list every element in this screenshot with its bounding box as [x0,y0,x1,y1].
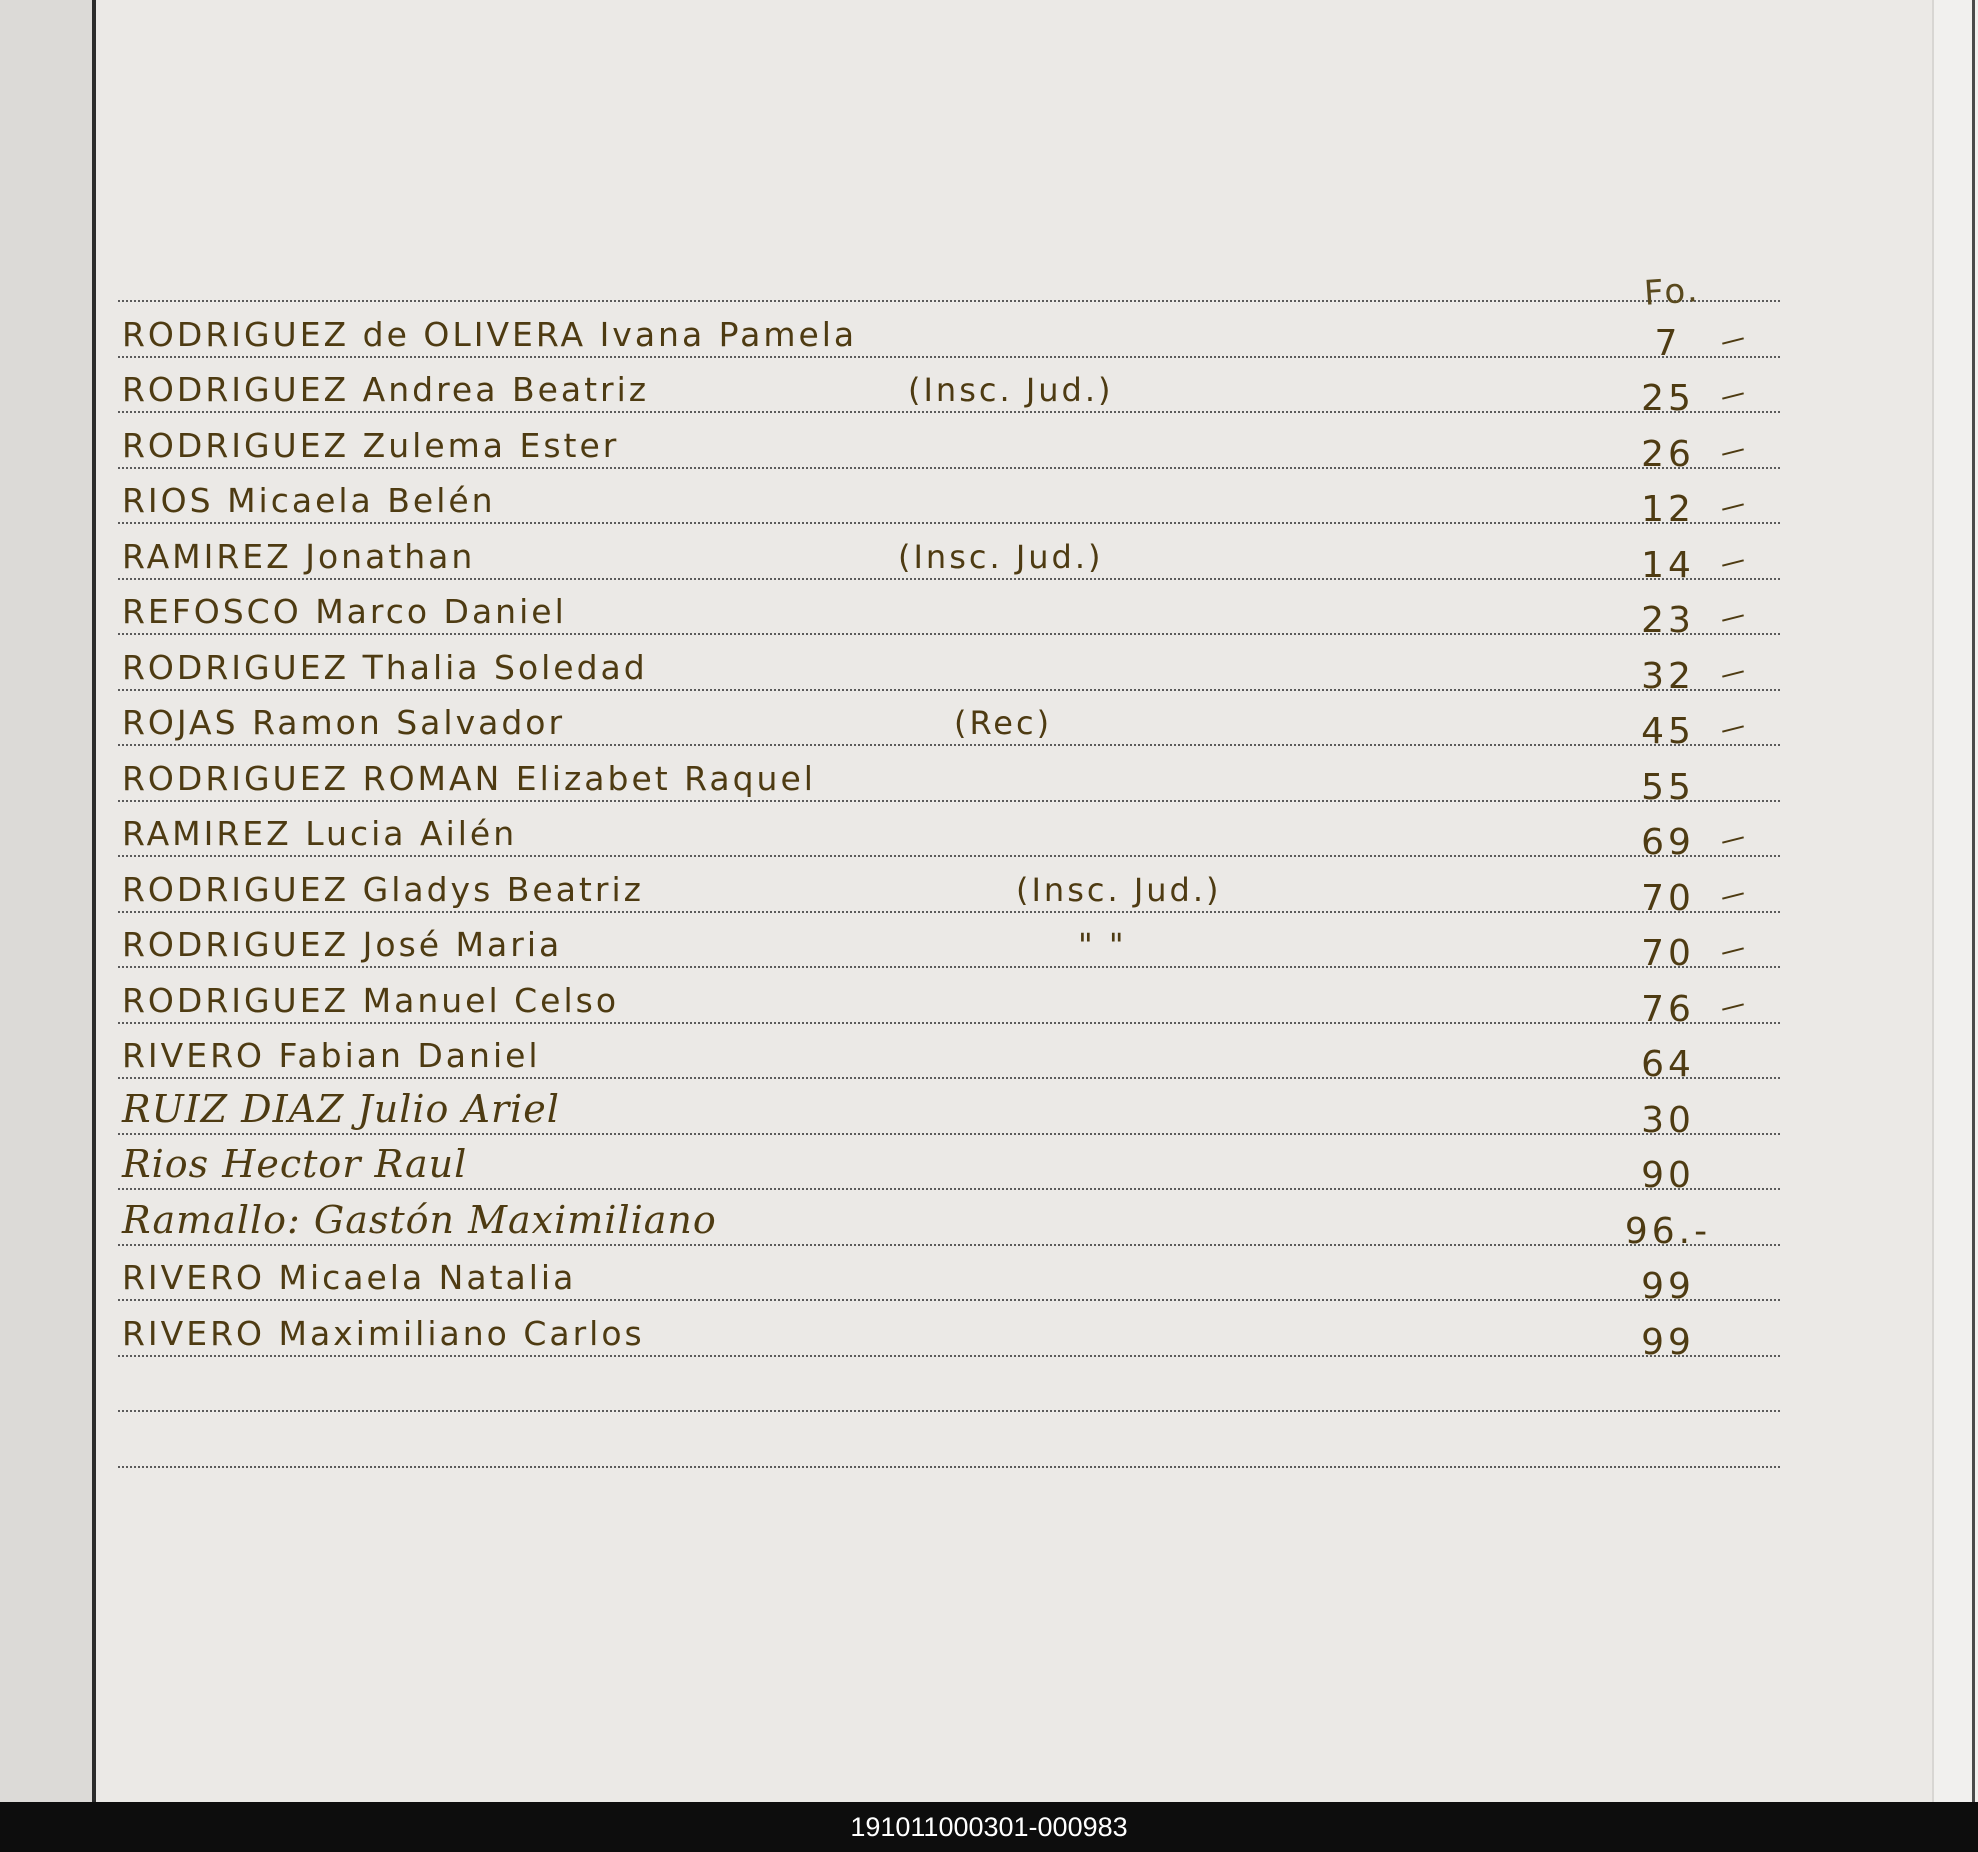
ruled-line [118,1466,1780,1468]
entry-note: (Rec) [954,704,1053,742]
entry-name: RAMIREZ Lucia Ailén [122,814,518,853]
entry-name: Rios Hector Raul [122,1142,468,1186]
ruled-line [118,1133,1780,1135]
entry-folio: 55 [1641,767,1695,808]
entry-folio: 76 [1641,989,1695,1030]
list-item [118,861,1818,919]
entry-note: (Insc. Jud.) [1016,871,1222,909]
entry-name: RODRIGUEZ de OLIVERA Ivana Pamela [122,315,858,354]
entry-folio: 14 [1641,545,1695,586]
list-item [118,1138,1818,1196]
list-item [118,306,1818,364]
ruled-line [118,1188,1780,1190]
entry-folio: 25 [1641,378,1695,419]
document-id-footer: 191011000301-000983 [0,1802,1978,1852]
list-item [118,1194,1818,1252]
ruled-line [118,1355,1780,1357]
ruled-line [118,911,1780,913]
entry-name: RODRIGUEZ Thalia Soledad [122,648,648,687]
entry-name: RIOS Micaela Belén [122,481,496,520]
entry-folio: 12 [1641,489,1695,530]
entry-note: (Insc. Jud.) [908,371,1114,409]
entry-name: RODRIGUEZ Manuel Celso [122,981,620,1020]
entry-name: Ramallo: Gastón Maximiliano [122,1198,717,1242]
ruled-line [118,689,1780,691]
entry-name: RODRIGUEZ Gladys Beatriz [122,870,644,909]
ruled-line [118,1299,1780,1301]
entry-name: RODRIGUEZ José Maria [122,925,563,964]
list-item [118,1083,1818,1141]
entry-folio: 90 [1641,1155,1695,1196]
entry-folio: 30 [1641,1100,1695,1141]
list-item [118,694,1818,752]
entry-name: RODRIGUEZ ROMAN Elizabet Raquel [122,759,816,798]
entry-folio: 99 [1641,1266,1695,1307]
entry-folio: 23 [1641,600,1695,641]
list-item [118,639,1818,697]
entry-folio: 99 [1641,1322,1695,1363]
list-item [118,972,1818,1030]
entry-note: " " [1078,926,1127,964]
list-item [118,472,1818,530]
entry-name: RAMIREZ Jonathan [122,537,476,576]
list-item [118,583,1818,641]
entry-name: ROJAS Ramon Salvador [122,703,566,742]
entry-folio: 70 [1641,878,1695,919]
ruled-line [118,633,1780,635]
ruled-line [118,966,1780,968]
ruled-line [118,855,1780,857]
ruled-line [118,300,1780,302]
entry-folio: 70 [1641,933,1695,974]
entry-folio: 64 [1641,1044,1695,1085]
entry-folio: 7 [1654,323,1682,364]
ruled-line [118,800,1780,802]
ruled-line [118,411,1780,413]
list-item [118,916,1818,974]
ruled-line [118,578,1780,580]
ruled-line [118,1022,1780,1024]
ruled-line [118,356,1780,358]
ruled-line [118,522,1780,524]
ruled-line [118,1077,1780,1079]
ruled-line [118,1410,1780,1412]
list-item [118,1305,1818,1363]
entry-folio: 26 [1641,434,1695,475]
entry-note: (Insc. Jud.) [898,538,1104,576]
ruled-line [118,744,1780,746]
list-item [118,1249,1818,1307]
folio-column-header: Fo. [1642,270,1701,314]
entry-folio: 45 [1641,711,1695,752]
entry-name: RIVERO Maximiliano Carlos [122,1314,645,1353]
list-item [118,1027,1818,1085]
entry-folio: 96.- [1624,1211,1712,1252]
list-item [118,805,1818,863]
list-item [118,361,1818,419]
entry-folio: 69 [1641,822,1695,863]
list-item [118,417,1818,475]
ruled-line [118,467,1780,469]
list-item [118,528,1818,586]
ruled-line [118,1244,1780,1246]
entry-name: REFOSCO Marco Daniel [122,592,567,631]
entry-folio: 32 [1641,656,1695,697]
entry-name: RIVERO Micaela Natalia [122,1258,577,1297]
entry-name: RODRIGUEZ Zulema Ester [122,426,620,465]
list-item [118,750,1818,808]
entry-name: RUIZ DIAZ Julio Ariel [122,1087,560,1131]
entry-name: RIVERO Fabian Daniel [122,1036,541,1075]
entry-name: RODRIGUEZ Andrea Beatriz [122,370,650,409]
